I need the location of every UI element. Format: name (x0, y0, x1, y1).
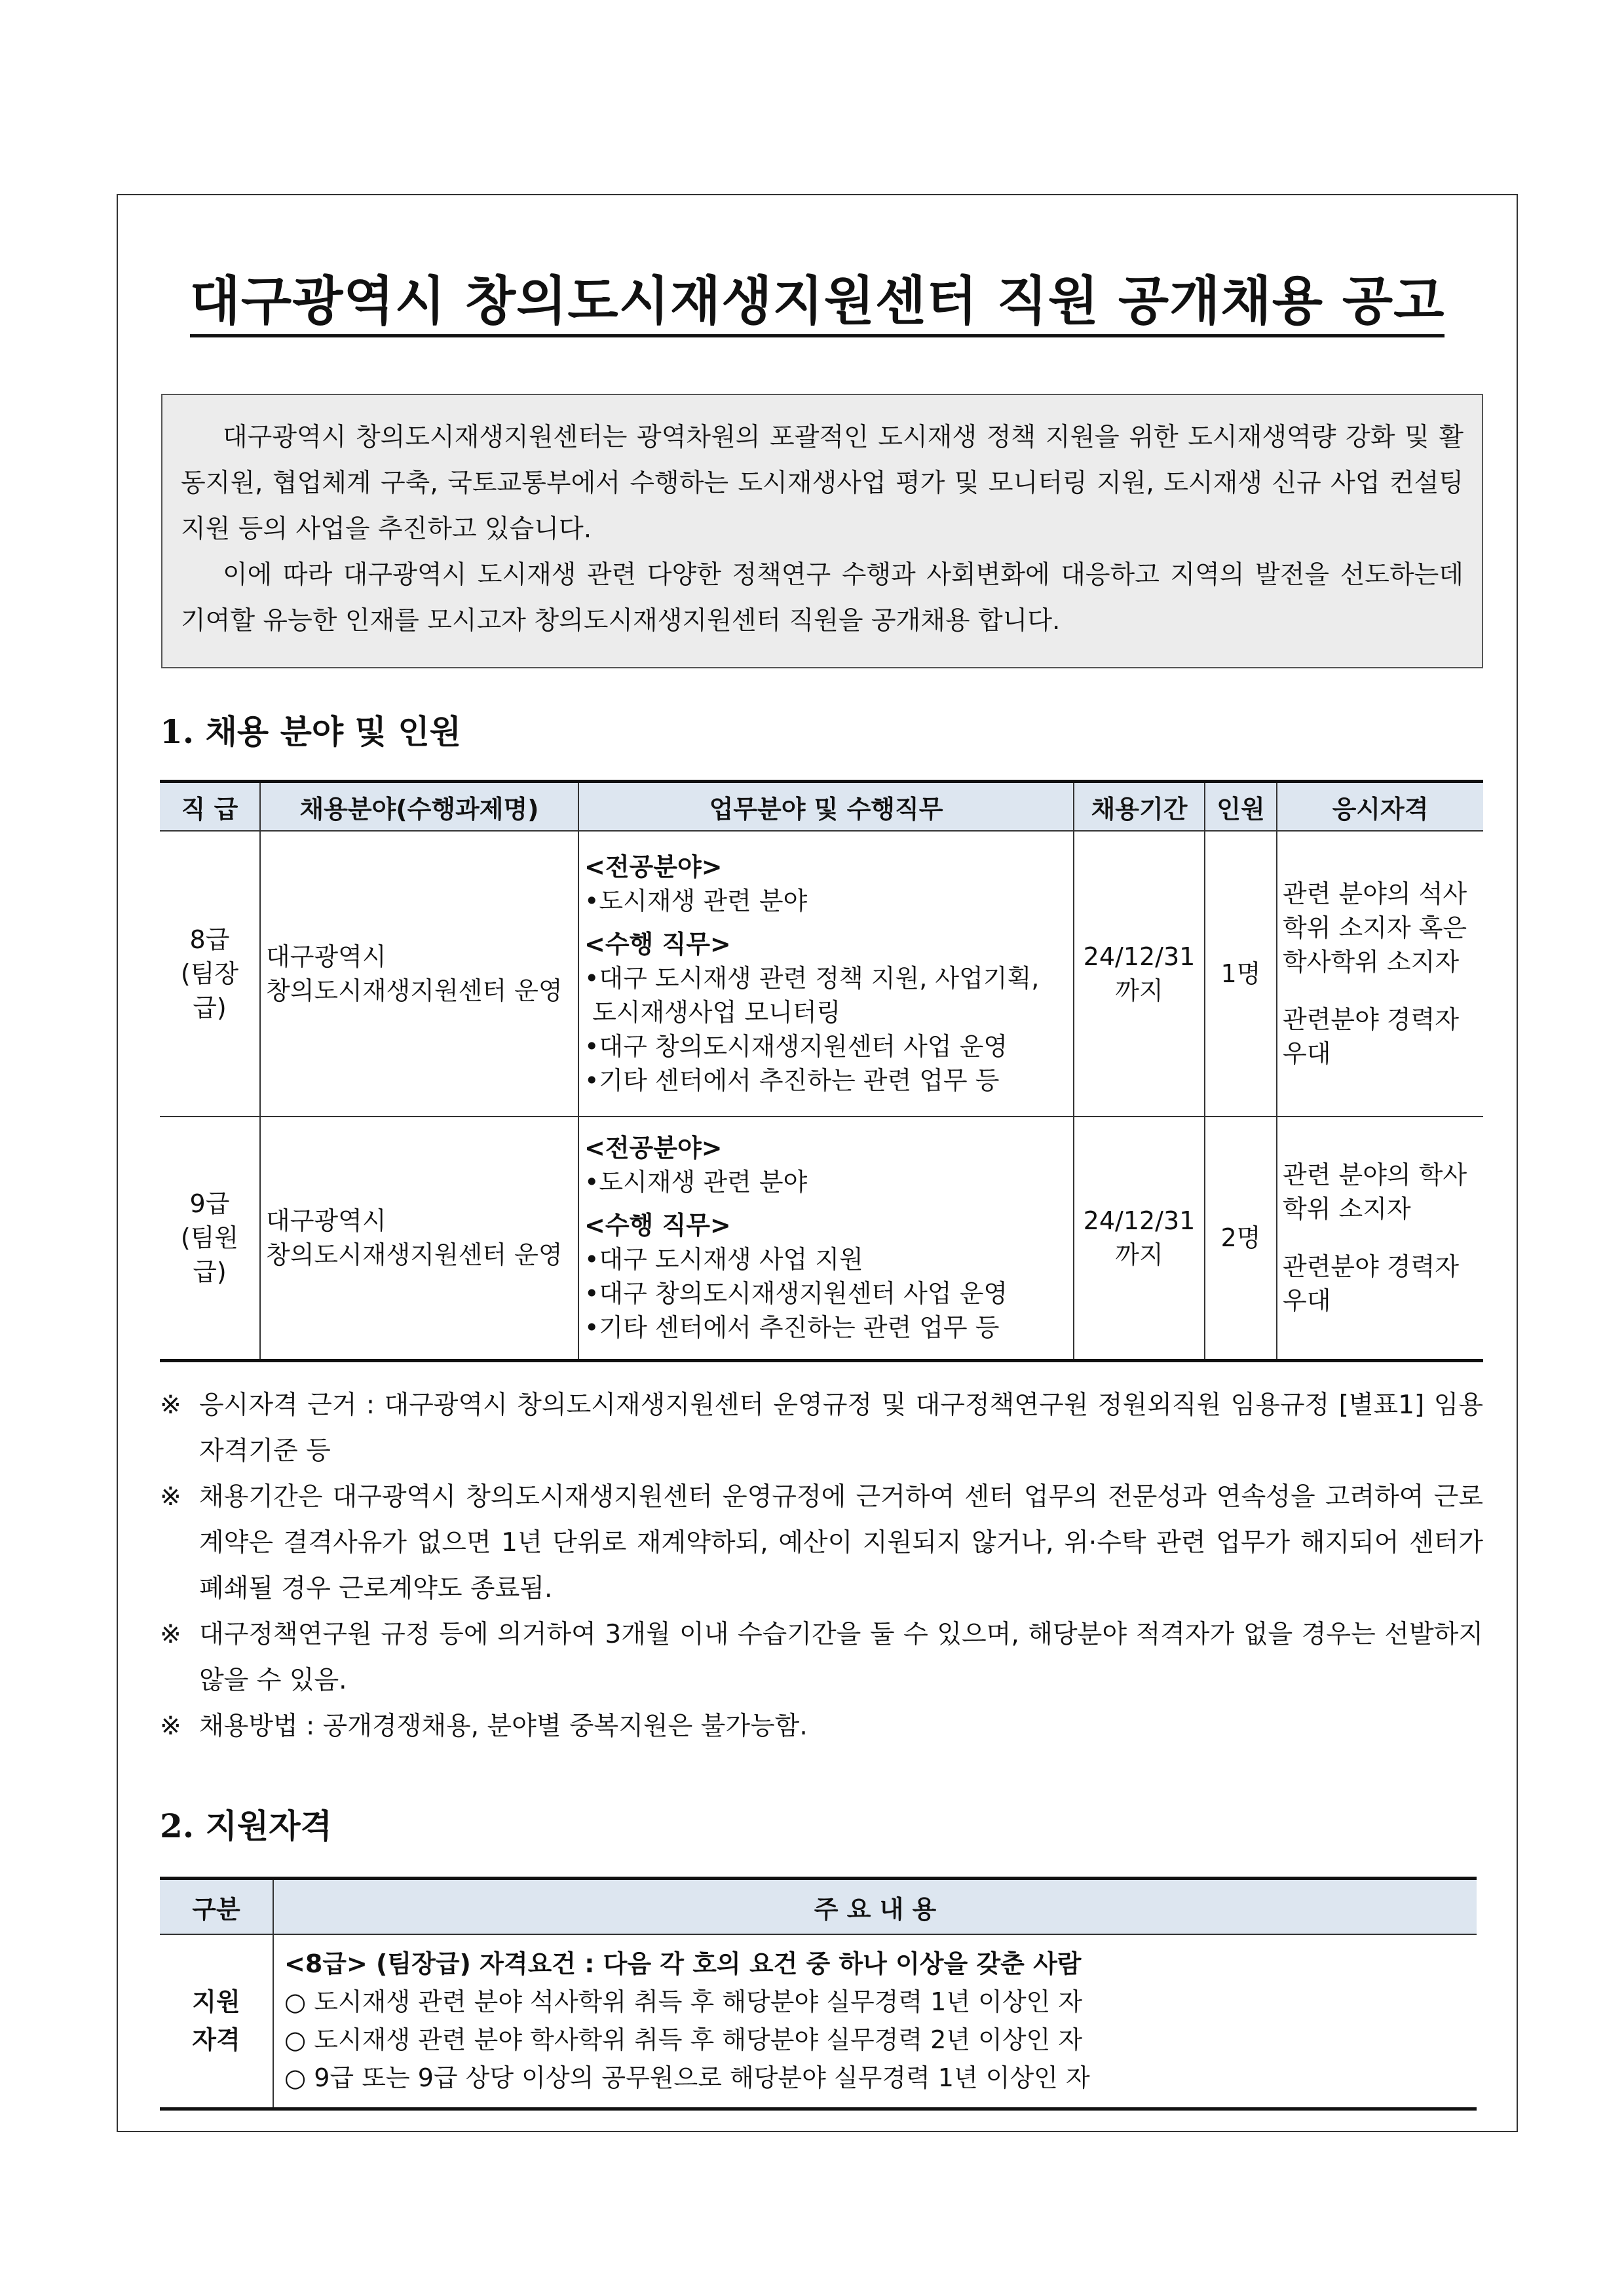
category-label: 자격 (192, 2025, 240, 2055)
table-row (160, 1117, 1483, 1360)
list-item: •도시재생 관련 분야 (584, 887, 808, 915)
duty-cell (578, 831, 1074, 1117)
major-heading: <전공분야> (584, 1134, 723, 1163)
list-item: •대구 도시재생 사업 지원 (584, 1245, 863, 1274)
note-text: 응시자격 근거 : 대구광역시 창의도시재생지원센터 운영규정 및 대구정책연구원 정원외직원 임용규정 [별표1] 임용자격기준 등 (199, 1390, 1483, 1466)
header-qualification: 응시자격 (1277, 782, 1483, 832)
qualification-cell (1277, 831, 1483, 1117)
field-line: 대구광역시 (266, 942, 387, 971)
list-item: •대구 창의도시재생지원센터 사업 운영 (584, 1279, 1008, 1309)
grade-label: 9급 (189, 1189, 230, 1219)
field-line: 창의도시재생지원센터 운영 (266, 1240, 563, 1270)
field-cell (260, 831, 578, 1117)
qualification-preference: 관련분야 경력자 우대 (1283, 1005, 1460, 1068)
table-row (160, 831, 1483, 1117)
list-item: •도시재생 관련 분야 (584, 1168, 808, 1197)
table-header-row (160, 1879, 1477, 1935)
intro-box (161, 394, 1483, 668)
qualification-cell (1277, 1117, 1483, 1360)
note-text: 대구정책연구원 규정 등에 의거하여 3개월 이내 수습기간을 둘 수 있으며, 해당분야 적격자가 없을 경우는 선발하지 않을 수 있음. (199, 1620, 1483, 1695)
note-item (160, 1383, 1483, 1474)
period-suffix: 까지 (1115, 1240, 1163, 1270)
count-cell: 2명 (1205, 1117, 1277, 1360)
table-row (160, 1934, 1477, 2109)
section-1-heading: 1. 채용 분야 및 인원 (160, 712, 461, 751)
list-item: •대구 창의도시재생지원센터 사업 운영 (584, 1032, 1008, 1061)
content-cell (273, 1934, 1477, 2109)
grade-sub-label: (팀원급) (180, 1223, 239, 1287)
list-item: •기타 센터에서 추진하는 관련 업무 등 (584, 1066, 1000, 1095)
duty-heading: <수행 직무> (584, 1211, 731, 1240)
note-mark: ※ (160, 1620, 181, 1649)
header-grade: 직 급 (160, 782, 260, 832)
grade-cell (160, 1117, 260, 1360)
qualification-text: 관련 분야의 학사학위 소지자 (1283, 1160, 1467, 1224)
notes-list (160, 1383, 1483, 1750)
header-count: 인원 (1205, 782, 1277, 832)
intro-paragraph-2: 이에 따라 대구광역시 도시재생 관련 다양한 정책연구 수행과 사회변화에 대응하고 지역의 발전을 선도하는데 기여할 유능한 인재를 모시고자 창의도시재생지원센터 직원을 공개채용 합니다. (181, 560, 1463, 636)
header-period: 채용기간 (1074, 782, 1205, 832)
list-item: •대구 도시재생 관련 정책 지원, 사업기획, (584, 964, 1040, 993)
requirement-heading: <8급> (팀장급) 자격요건 : 다음 각 호의 요건 중 하나 이상을 갖춘 사람 (284, 1949, 1082, 1979)
header-content: 주 요 내 용 (273, 1879, 1477, 1935)
period-date: 24/12/31 (1083, 942, 1196, 971)
category-label: 지원 (192, 1987, 240, 2017)
section-2-heading: 2. 지원자격 (160, 1807, 332, 1845)
qualification-table (160, 1877, 1477, 2111)
duty-heading: <수행 직무> (584, 930, 731, 959)
note-mark: ※ (160, 1390, 181, 1420)
period-suffix: 까지 (1115, 976, 1163, 1005)
list-item: 도시재생사업 모니터링 (584, 998, 841, 1027)
qualification-preference: 관련분야 경력자 우대 (1283, 1252, 1460, 1316)
page-title: 대구광역시 창의도시재생지원센터 직원 공개채용 공고 (117, 269, 1518, 334)
qualification-text: 관련 분야의 석사학위 소지자 혹은 학사학위 소지자 (1283, 879, 1467, 976)
note-mark: ※ (160, 1482, 181, 1512)
duty-cell (578, 1117, 1074, 1360)
period-cell (1074, 831, 1205, 1117)
header-category: 구분 (160, 1879, 273, 1935)
note-item (160, 1612, 1483, 1704)
header-field: 채용분야(수행과제명) (260, 782, 578, 832)
note-text: 채용기간은 대구광역시 창의도시재생지원센터 운영규정에 근거하여 센터 업무의 전문성과 연속성을 고려하여 근로계약은 결격사유가 없으면 1년 단위로 재계약하되, 예산이 지원되지 않거나, 위·수탁 관련 업무가 해지되어 센터가 폐쇄될 경우 근로계약도 종료됨. (199, 1482, 1483, 1603)
recruitment-table (160, 780, 1483, 1362)
period-date: 24/12/31 (1083, 1206, 1196, 1236)
list-item: •기타 센터에서 추진하는 관련 업무 등 (584, 1313, 1000, 1343)
major-heading: <전공분야> (584, 852, 723, 881)
list-item: ○ 9급 또는 9급 상당 이상의 공무원으로 해당분야 실무경력 1년 이상인 자 (284, 2063, 1090, 2093)
list-item: ○ 도시재생 관련 분야 학사학위 취득 후 해당분야 실무경력 2년 이상인 자 (284, 2025, 1083, 2055)
note-mark: ※ (160, 1712, 181, 1741)
period-cell (1074, 1117, 1205, 1360)
note-item (160, 1704, 1483, 1750)
intro-paragraph-1: 대구광역시 창의도시재생지원센터는 광역차원의 포괄적인 도시재생 정책 지원을 위한 도시재생역량 강화 및 활동지원, 협업체계 구축, 국토교통부에서 수행하는 도시재생사업 평가 및 모니터링 지원, 도시재생 신규 사업 컨설팅 지원 등의 사업을 추진하고 있습니다. (181, 423, 1463, 544)
field-cell (260, 1117, 578, 1360)
note-text: 채용방법 : 공개경쟁채용, 분야별 중복지원은 불가능함. (199, 1712, 808, 1741)
grade-label: 8급 (189, 925, 230, 954)
category-cell (160, 1934, 273, 2109)
field-line: 대구광역시 (266, 1206, 387, 1236)
grade-cell (160, 831, 260, 1117)
field-line: 창의도시재생지원센터 운영 (266, 976, 563, 1005)
note-item (160, 1474, 1483, 1612)
table-header-row (160, 782, 1483, 832)
header-duty: 업무분야 및 수행직무 (578, 782, 1074, 832)
count-cell: 1명 (1205, 831, 1277, 1117)
grade-sub-label: (팀장급) (180, 959, 239, 1022)
list-item: ○ 도시재생 관련 분야 석사학위 취득 후 해당분야 실무경력 1년 이상인 자 (284, 1987, 1083, 2017)
